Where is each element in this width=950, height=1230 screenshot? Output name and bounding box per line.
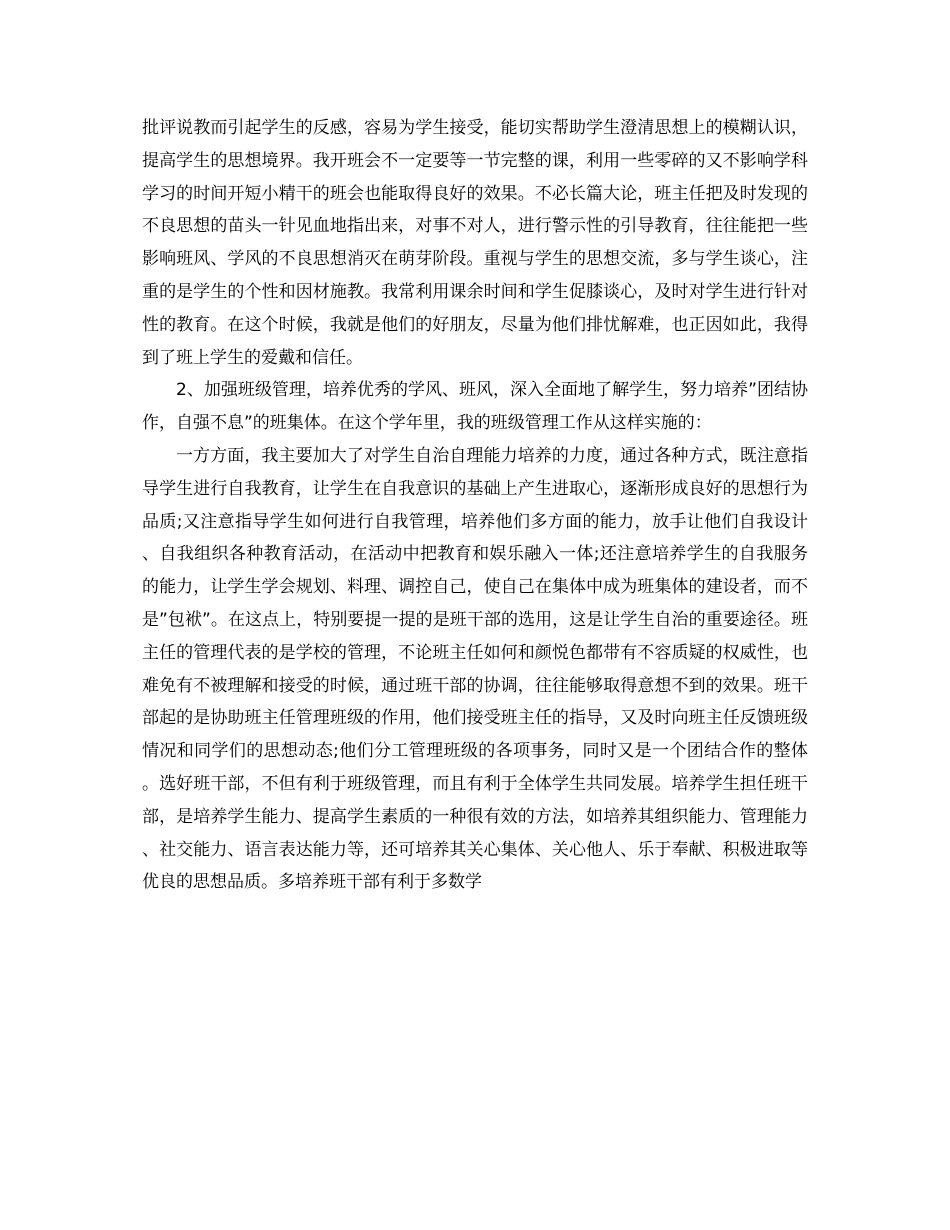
- paragraph-3: 一方方面，我主要加大了对学生自治自理能力培养的力度，通过各种方式，既注意指导学生进行自我教育，让学生在自我意识的基础上产生进取心，逐渐形成良好的思想行为品质;又注意指导学生如何进行自我管理，培养他们多方面的能力，放手让他们自我设计、自我组织各种教育活动，在活动中把教育和娱乐融入一体;还注意培养学生的自我服务的能力，让学生学会规划、料理、调控自己，使自己在集体中成为班集体的建设者，而不是”包袱”。在这点上，特别要提一提的是班干部的选用，这是让学生自治的重要途径。班主任的管理代表的是学校的管理，不论班主任如何和颜悦色都带有不容质疑的权威性，也难免有不被理解和接受的时候，通过班干部的协调，往往能够取得意想不到的效果。班干部起的是协助班主任管理班级的作用，他们接受班主任的指导，又及时向班主任反馈班级情况和同学们的思想动态;他们分工管理班级的各项事务，同时又是一个团结合作的整体。选好班干部，不但有利于班级管理，而且有利于全体学生共同发展。培养学生担任班干部，是培养学生能力、提高学生素质的一种很有效的方法，如培养其组织能力、管理能力、社交能力、语言表达能力等，还可培养其关心集体、关心他人、乐于奉献、积极进取等优良的思想品质。多培养班干部有利于多数学: [142, 445, 808, 893]
- document-page: [142, 112, 808, 899]
- paragraph-2: 2、加强班级管理，培养优秀的学风、班风，深入全面地了解学生，努力培养”团结协作，自强不息”的班集体。在这个学年里，我的班级管理工作从这样实施的：: [142, 380, 808, 434]
- paragraph-1: 批评说教而引起学生的反感，容易为学生接受，能切实帮助学生澄清思想上的模糊认识，提高学生的思想境界。我开班会不一定要等一节完整的课，利用一些零碎的又不影响学科学习的时间开短小精干的班会也能取得良好的效果。不必长篇大论，班主任把及时发现的不良思想的苗头一针见血地指出来，对事不对人，进行警示性的引导教育，往往能把一些影响班风、学风的不良思想消灭在萌芽阶段。重视与学生的思想交流，多与学生谈心，注重的是学生的个性和因材施教。我常利用课余时间和学生促膝谈心，及时对学生进行针对性的教育。在这个时候，我就是他们的好朋友，尽量为他们排忧解难，也正因如此，我得到了班上学生的爱戴和信任。: [142, 118, 808, 368]
